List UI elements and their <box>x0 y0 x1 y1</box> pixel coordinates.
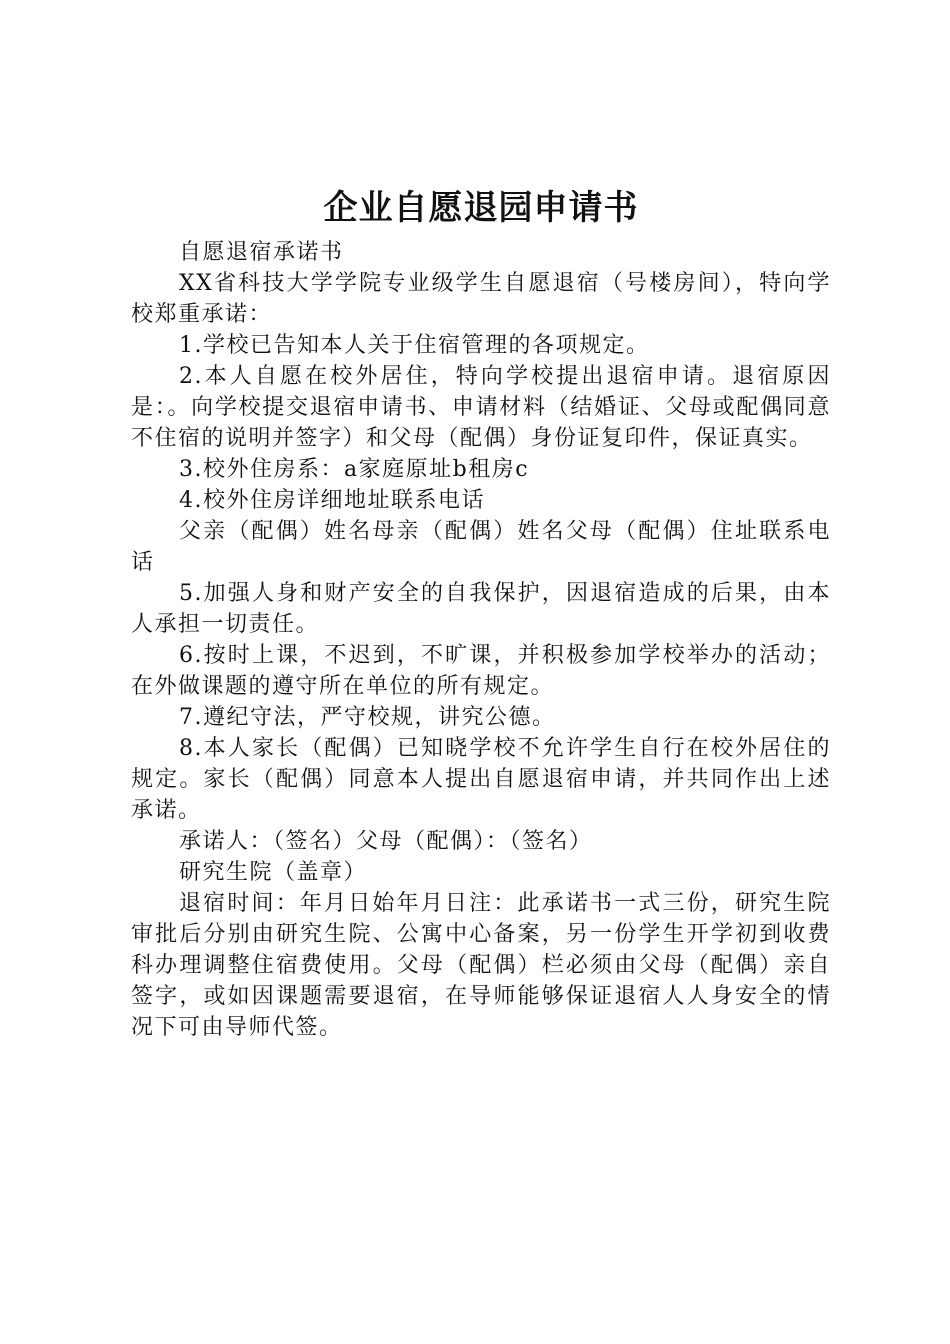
paragraph-item-5: 5.加强人身和财产安全的自我保护，因退宿造成的后果，由本人承担一切责任。 <box>131 581 831 637</box>
paragraph-signature: 承诺人：（签名）父母（配偶）：（签名） <box>179 829 593 854</box>
paragraph-item-3: 3.校外住房系：a家庭原址b租房c <box>179 457 530 482</box>
paragraph-parents-info: 父亲（配偶）姓名母亲（配偶）姓名父母（配偶）住址联系电话 <box>131 519 831 575</box>
document-page <box>131 183 831 1043</box>
paragraph-subtitle: 自愿退宿承诺书 <box>179 240 344 265</box>
paragraph-item-1: 1.学校已告知本人关于住宿管理的各项规定。 <box>179 333 650 358</box>
paragraph-item-7: 7.遵纪守法，严守校规，讲究公德。 <box>179 705 556 730</box>
paragraph-seal: 研究生院（盖章） <box>179 860 368 885</box>
paragraph-item-6: 6.按时上课，不迟到，不旷课，并积极参加学校举办的活动；在外做课题的遵守所在单位的所有规定。 <box>131 643 831 699</box>
paragraph-item-8: 8.本人家长（配偶）已知晓学校不允许学生自行在校外居住的规定。家长（配偶）同意本人提出自愿退宿申请，并共同作出上述承诺。 <box>131 736 831 823</box>
document-title: 企业自愿退园申请书 <box>323 188 639 228</box>
paragraph-intro: XX省科技大学学院专业级学生自愿退宿（号楼房间），特向学校郑重承诺： <box>131 271 831 327</box>
paragraph-item-4: 4.校外住房详细地址联系电话 <box>179 488 485 513</box>
paragraph-item-2: 2.本人自愿在校外居住，特向学校提出退宿申请。退宿原因是：。向学校提交退宿申请书、申请材料（结婚证、父母或配偶同意不住宿的说明并签字）和父母（配偶）身份证复印件，保证真实。 <box>131 364 831 451</box>
paragraph-notes: 退宿时间：年月日始年月日注：此承诺书一式三份，研究生院审批后分别由研究生院、公寓中心备案，另一份学生开学初到收费科办理调整住宿费使用。父母（配偶）栏必须由父母（配偶）亲自签字，或如因课题需要退宿，在导师能够保证退宿人人身安全的情况下可由导师代签。 <box>131 891 831 1040</box>
